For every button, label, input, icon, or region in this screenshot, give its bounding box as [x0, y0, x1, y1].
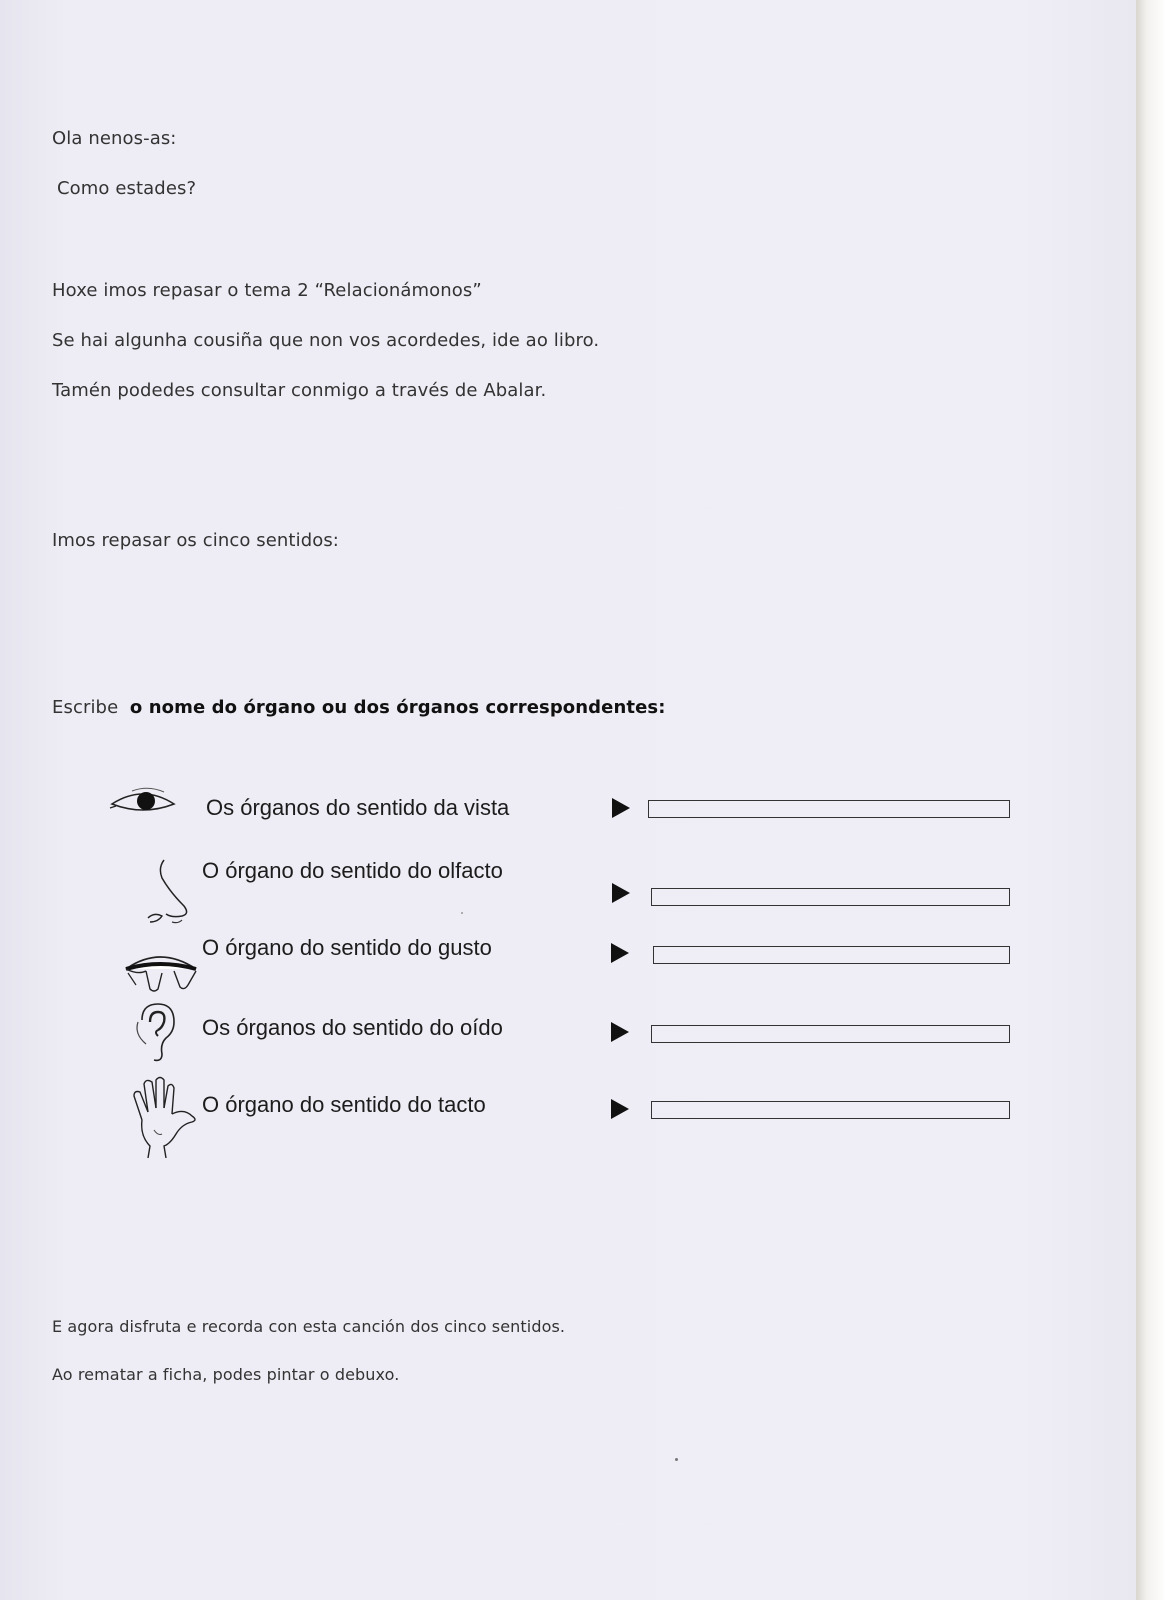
sense-label-olfacto: O órgano do sentido do olfacto: [202, 858, 503, 883]
nose-icon: [142, 858, 194, 928]
eye-icon: [108, 786, 178, 820]
instruction: [52, 697, 666, 718]
sense-label-vista: Os órganos do sentido da vista: [206, 795, 510, 820]
ear-icon: [132, 1000, 182, 1064]
scan-speck: [461, 912, 463, 914]
closing-line-2: Ao rematar a ficha, podes pintar o debuxo.: [52, 1365, 400, 1384]
answer-field-gusto[interactable]: [653, 946, 1010, 964]
greeting-question: Como estades?: [57, 178, 197, 199]
arrow-icon: [611, 943, 629, 963]
intro-line-1: Hoxe imos repasar o tema 2 “Relacionámonos”: [52, 280, 482, 301]
sense-label-tacto: O órgano do sentido do tacto: [202, 1092, 486, 1117]
arrow-icon: [612, 883, 630, 903]
instruction-prefix: Escribe: [52, 697, 119, 718]
arrow-icon: [612, 798, 630, 818]
hand-icon: [128, 1076, 202, 1158]
sense-label-oido: Os órganos do sentido do oído: [202, 1015, 503, 1040]
intro-line-2: Se hai algunha cousiña que non vos acordedes, ide ao libro.: [52, 330, 600, 351]
closing-line-1: E agora disfruta e recorda con esta canción dos cinco sentidos.: [52, 1317, 566, 1336]
answer-field-tacto[interactable]: [651, 1101, 1010, 1119]
mouth-icon: [122, 945, 200, 997]
paper-edge: [1136, 0, 1166, 1600]
greeting: Ola nenos-as:: [52, 128, 177, 149]
arrow-icon: [611, 1099, 629, 1119]
senses-heading: Imos repasar os cinco sentidos:: [52, 530, 339, 551]
sense-label-gusto: O órgano do sentido do gusto: [202, 935, 492, 960]
answer-field-oido[interactable]: [651, 1025, 1010, 1043]
answer-field-olfacto[interactable]: [651, 888, 1010, 906]
instruction-bold: o nome do órgano ou dos órganos correspondentes:: [129, 697, 666, 718]
answer-field-vista[interactable]: [648, 800, 1010, 818]
intro-line-3: Tamén podedes consultar conmigo a través de Abalar.: [52, 380, 547, 401]
arrow-icon: [611, 1022, 629, 1042]
scan-speck: [675, 1458, 678, 1461]
